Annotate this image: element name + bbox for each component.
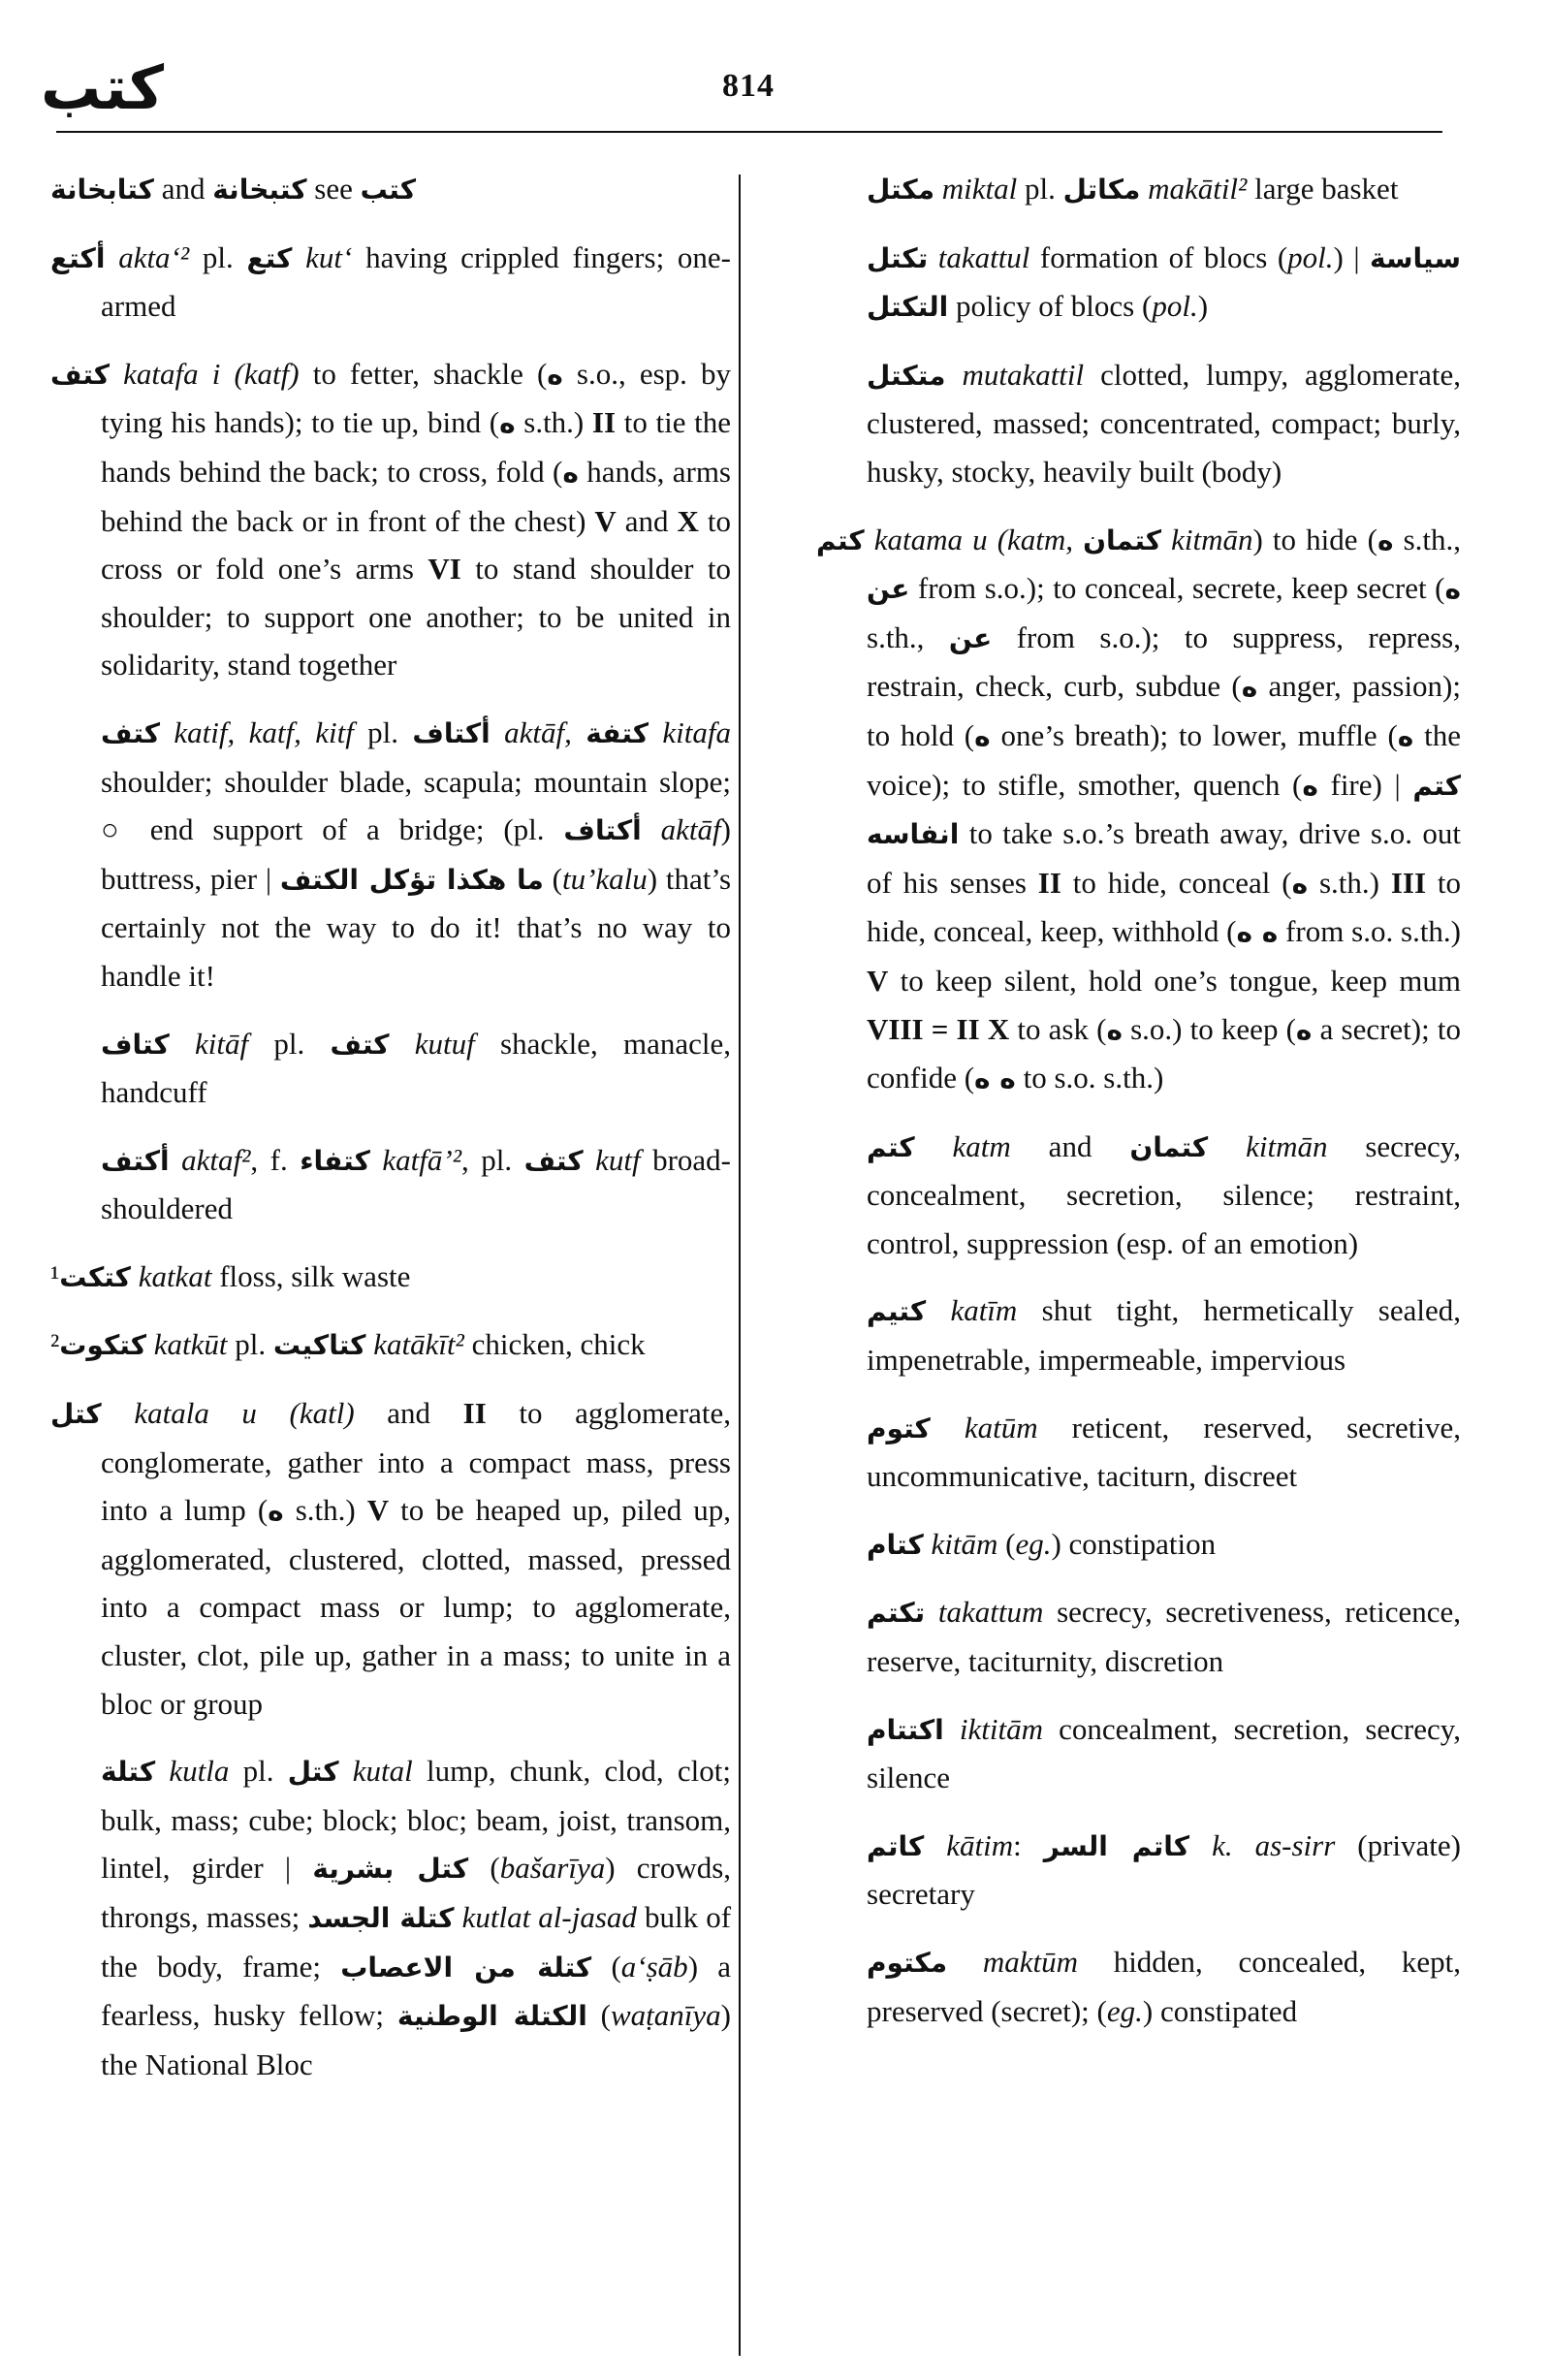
verb-form-numeral: III bbox=[1390, 865, 1427, 900]
definition-text bbox=[491, 715, 504, 749]
definition-text bbox=[455, 1900, 462, 1934]
definition-text bbox=[105, 240, 118, 274]
transliteration: kātim bbox=[946, 1827, 1014, 1862]
definition-text: s.th., bbox=[1393, 522, 1461, 556]
definition-text bbox=[947, 1945, 983, 1979]
arabic-term: كاتم bbox=[867, 1829, 925, 1862]
arabic-term: ه bbox=[1377, 524, 1394, 556]
definition-text: (private) secretary bbox=[867, 1827, 1461, 1912]
dictionary-subentry bbox=[816, 1404, 1461, 1501]
transliteration: kitmān bbox=[1171, 522, 1253, 556]
definition-text: ) the National Bloc bbox=[101, 1998, 731, 2081]
definition-text: pl. bbox=[1017, 172, 1063, 206]
definition-text: s.th.) bbox=[515, 405, 592, 440]
definition-text: formation of blocs ( bbox=[1029, 239, 1288, 274]
root-word-heading: كتب bbox=[41, 52, 164, 123]
transliteration: tu’kalu bbox=[561, 861, 648, 896]
dictionary-entry bbox=[50, 1253, 731, 1302]
arabic-term: كتكت bbox=[59, 1260, 131, 1293]
definition-text: s.th.) bbox=[283, 1493, 367, 1528]
arabic-term: كتم bbox=[867, 1130, 915, 1163]
transliteration: katm bbox=[952, 1128, 1011, 1163]
definition-text: fire) | bbox=[1317, 767, 1413, 802]
definition-text bbox=[1073, 523, 1083, 556]
definition-text bbox=[102, 1396, 135, 1430]
arabic-term: ه bbox=[1241, 671, 1258, 704]
definition-text: concealment, secretion, secrecy, silence bbox=[867, 1711, 1462, 1795]
definition-text bbox=[584, 1143, 595, 1177]
right-column bbox=[816, 165, 1461, 2054]
definition-text: reticent, reserved, secretive, uncommunicative, taciturn, discreet bbox=[867, 1410, 1462, 1494]
transliteration: katama u (katm, bbox=[873, 522, 1074, 556]
verb-form-numeral: V bbox=[594, 503, 617, 538]
transliteration: katkūt bbox=[153, 1327, 228, 1362]
transliteration: kitāf bbox=[195, 1026, 249, 1061]
definition-text: ) buttress, pier | bbox=[101, 812, 731, 896]
arabic-term: كتام bbox=[867, 1528, 924, 1561]
definition-text: , f. bbox=[250, 1142, 301, 1177]
arabic-term: ه bbox=[1302, 769, 1318, 802]
definition-text: pl. bbox=[227, 1327, 273, 1362]
transliteration: maktūm bbox=[982, 1945, 1078, 1979]
arabic-term: كتوم bbox=[867, 1412, 931, 1444]
definition-text: to cross or fold one’s arms bbox=[101, 503, 731, 587]
dictionary-subentry bbox=[816, 1123, 1461, 1268]
verb-form-numeral: II bbox=[462, 1396, 487, 1431]
arabic-term: ه bbox=[974, 719, 991, 752]
transliteration: katīm bbox=[950, 1293, 1018, 1328]
transliteration: takattum bbox=[937, 1595, 1044, 1630]
transliteration: katif, katf, kitf bbox=[174, 714, 354, 749]
definition-text: pl. bbox=[229, 1754, 288, 1789]
definition-text: ( bbox=[543, 861, 562, 896]
transliteration: katūm bbox=[964, 1410, 1038, 1444]
dictionary-entry bbox=[50, 165, 731, 214]
definition-text: anger, passion); to hold ( bbox=[867, 669, 1461, 752]
definition-text: ) constipated bbox=[1142, 1993, 1298, 2028]
verb-form-numeral: VI bbox=[427, 552, 461, 587]
arabic-term: كتل bbox=[287, 1756, 339, 1789]
definition-text: bulk of the body, frame; bbox=[101, 1900, 732, 1983]
transliteration: katākīt² bbox=[373, 1327, 464, 1362]
definition-text bbox=[110, 357, 123, 391]
definition-text: to hide, conceal ( bbox=[1060, 865, 1292, 900]
definition-text: ² bbox=[50, 1327, 60, 1362]
arabic-term: كتل bbox=[50, 1398, 102, 1431]
definition-text bbox=[292, 240, 305, 274]
definition-text: to fetter, shackle ( bbox=[299, 356, 548, 391]
arabic-term: ه bbox=[562, 456, 579, 489]
arabic-term: كتف bbox=[50, 358, 111, 391]
arabic-term: ه bbox=[1444, 573, 1461, 606]
dictionary-entry bbox=[50, 234, 731, 331]
dictionary-subentry bbox=[816, 1705, 1461, 1802]
arabic-term: ه ه bbox=[974, 1063, 1016, 1095]
arabic-term: تكتم bbox=[867, 1597, 926, 1630]
arabic-term: ه bbox=[1291, 867, 1309, 900]
transliteration: makātil² bbox=[1148, 172, 1248, 206]
definition-text: from s.o. s.th.) bbox=[1278, 914, 1462, 949]
definition-text: from s.o.); to suppress, repress, restrain, check, curb, subdue ( bbox=[867, 619, 1461, 704]
transliteration: aktāf bbox=[660, 812, 721, 847]
definition-text: and bbox=[1010, 1128, 1130, 1163]
arabic-term: ما هكذا تؤكل الكتف bbox=[279, 863, 544, 896]
definition-text: ¹ bbox=[50, 1258, 60, 1293]
transliteration: kutla bbox=[169, 1754, 230, 1789]
arabic-term: كتمان bbox=[1129, 1130, 1209, 1163]
definition-text bbox=[370, 1143, 382, 1177]
arabic-term: أكتاف bbox=[563, 814, 642, 847]
header-rule bbox=[56, 131, 1442, 133]
definition-text: to stand shoulder to shoulder; to support one another; to be united in solidarity, stand together bbox=[101, 552, 732, 682]
arabic-term: كتف bbox=[101, 716, 161, 749]
arabic-term: كتكوت bbox=[59, 1329, 146, 1362]
definition-text: to keep silent, hold one’s tongue, keep mum bbox=[888, 963, 1461, 998]
arabic-term: عن bbox=[867, 573, 910, 606]
transliteration: katkat bbox=[138, 1258, 212, 1293]
arabic-term: كتفاء bbox=[300, 1144, 370, 1177]
arabic-term: كتمان bbox=[1083, 524, 1162, 556]
definition-text: to be heaped up, piled up, agglomerated, clustered, clotted, massed, pressed into a compact mass or lump; to agglomerate, cluster, clot, pile up, gather in a mass; to unite in a bloc or group bbox=[101, 1493, 731, 1721]
definition-text bbox=[170, 1143, 181, 1177]
transliteration: kutf bbox=[595, 1142, 641, 1177]
arabic-term: ه bbox=[1295, 1013, 1313, 1046]
dictionary-entry bbox=[816, 516, 1461, 1103]
definition-text: ) crowds, throngs, masses; bbox=[101, 1851, 732, 1934]
transliteration: pol. bbox=[1287, 239, 1334, 274]
transliteration: kut‘ bbox=[305, 239, 353, 274]
arabic-term: كتب bbox=[360, 174, 416, 206]
arabic-term: كتف bbox=[330, 1028, 390, 1061]
arabic-term: كتابخانة bbox=[50, 174, 154, 206]
definition-text: ) constipation bbox=[1051, 1526, 1217, 1561]
arabic-term: ه bbox=[547, 358, 563, 391]
dictionary-subentry bbox=[50, 1020, 731, 1117]
definition-text: a secret); to confide ( bbox=[867, 1011, 1461, 1095]
definition-text bbox=[934, 172, 942, 206]
dictionary-entry bbox=[50, 1389, 731, 1728]
transliteration: eg. bbox=[1015, 1526, 1052, 1561]
transliteration: pol. bbox=[1152, 289, 1198, 324]
definition-text bbox=[131, 1259, 139, 1293]
transliteration: katala u (katl) bbox=[134, 1396, 355, 1431]
transliteration: kitām bbox=[931, 1526, 998, 1561]
transliteration: iktitām bbox=[959, 1711, 1043, 1746]
arabic-term: أكتف bbox=[101, 1144, 170, 1177]
arabic-term: مكتل bbox=[867, 174, 935, 206]
transliteration: bašarīya bbox=[499, 1851, 606, 1886]
page-header bbox=[0, 0, 1551, 145]
dictionary-entry bbox=[50, 350, 731, 689]
definition-text bbox=[865, 523, 874, 556]
definition-text: s.th.) bbox=[1308, 865, 1391, 900]
definition-text bbox=[924, 1527, 932, 1561]
column-divider bbox=[739, 175, 741, 2356]
transliteration: akta‘² bbox=[118, 239, 190, 274]
dictionary-subentry bbox=[50, 1136, 731, 1233]
arabic-term: ه ه bbox=[1236, 916, 1279, 949]
definition-text bbox=[170, 1027, 195, 1061]
arabic-term: كتيم bbox=[867, 1295, 927, 1328]
definition-text: shoulder; shoulder blade, scapula; mountain slope; ○ end support of a bridge; (pl. bbox=[101, 764, 731, 847]
definition-text: ( bbox=[468, 1851, 500, 1886]
definition-text: shut tight, hermetically sealed, impenetrable, impermeable, impervious bbox=[867, 1293, 1461, 1378]
arabic-term: كتلة bbox=[101, 1756, 156, 1789]
arabic-term: كتبخانة bbox=[212, 174, 307, 206]
definition-text: see bbox=[306, 172, 361, 206]
arabic-term: سياسة التكتل bbox=[867, 241, 1462, 324]
transliteration: aktaf² bbox=[181, 1142, 251, 1177]
definition-text: to s.o. s.th.) bbox=[1015, 1061, 1164, 1095]
arabic-term: كتلة الجسد bbox=[307, 1902, 455, 1934]
definition-text: ( bbox=[591, 1949, 621, 1983]
definition-text: s.th., bbox=[867, 619, 949, 654]
arabic-term: مكتوم bbox=[867, 1947, 948, 1979]
definition-text: chicken, chick bbox=[463, 1327, 646, 1362]
definition-text: ) bbox=[1197, 289, 1209, 324]
transliteration: mutakattil bbox=[962, 357, 1085, 392]
transliteration: takattul bbox=[937, 239, 1030, 274]
definition-text: to take s.o.’s breath away, drive s.o. out of his senses bbox=[867, 816, 1461, 900]
transliteration: kutlat al-jasad bbox=[461, 1900, 637, 1934]
dictionary-subentry bbox=[816, 1520, 1461, 1570]
definition-text: s.o.) to keep ( bbox=[1122, 1011, 1296, 1046]
verb-form-numeral: X bbox=[677, 503, 699, 538]
transliteration: kutal bbox=[352, 1754, 413, 1789]
dictionary-subentry bbox=[816, 1938, 1461, 2035]
definition-text bbox=[642, 812, 661, 846]
dictionary-subentry bbox=[816, 234, 1461, 332]
definition-text bbox=[1140, 172, 1148, 206]
dictionary-entry bbox=[50, 1320, 731, 1370]
arabic-term: أكتاف bbox=[412, 716, 491, 749]
transliteration: eg. bbox=[1106, 1993, 1143, 2028]
arabic-term: اكتتام bbox=[867, 1713, 944, 1746]
definition-text: ) a fearless, husky fellow; bbox=[101, 1949, 732, 2033]
dictionary-subentry bbox=[50, 1747, 731, 2088]
arabic-term: أكتع bbox=[50, 241, 106, 274]
definition-text: lump, chunk, clod, clot; bulk, mass; cube; block; bloc; beam, joist, transom, lintel, girder | bbox=[101, 1754, 732, 1886]
page-number: 814 bbox=[722, 68, 775, 104]
transliteration: waṭanīya bbox=[611, 1998, 721, 2033]
verb-form-numeral: II bbox=[591, 405, 617, 440]
definition-text: floss, silk waste bbox=[211, 1258, 411, 1293]
definition-text bbox=[931, 1411, 965, 1444]
transliteration: kitafa bbox=[662, 714, 732, 749]
transliteration: a‘ṣāb bbox=[620, 1949, 688, 1983]
definition-text: ) | bbox=[1333, 239, 1371, 274]
transliteration: kitmān bbox=[1246, 1128, 1328, 1163]
arabic-term: ه bbox=[1397, 719, 1414, 752]
definition-text: pl. bbox=[353, 714, 413, 749]
arabic-term: الكتلة الوطنية bbox=[396, 2000, 587, 2033]
definition-text bbox=[915, 1129, 953, 1163]
definition-text bbox=[339, 1754, 353, 1788]
definition-text: s.o., esp. by tying his hands); to tie up, bind ( bbox=[101, 356, 732, 440]
definition-text: to agglomerate, conglomerate, gather into a compact mass, press into a lump ( bbox=[101, 1396, 732, 1528]
arabic-term: كتفة bbox=[586, 716, 649, 749]
definition-text: clotted, lumpy, agglomerate, clustered, massed; concentrated, compact; burly, husky, stocky, heavily built (body) bbox=[867, 357, 1461, 489]
definition-text: hands, arms behind the back or in front of the chest) bbox=[101, 454, 731, 538]
definition-text: large basket bbox=[1247, 172, 1399, 206]
definition-text: broad-shouldered bbox=[101, 1142, 732, 1226]
definition-text: pl. bbox=[248, 1026, 331, 1061]
dictionary-subentry bbox=[816, 1822, 1461, 1919]
arabic-term: كتم bbox=[816, 524, 865, 556]
arabic-term: كتم انفاسه bbox=[867, 769, 1461, 851]
transliteration: k. as-sirr bbox=[1212, 1827, 1336, 1862]
definition-text: : bbox=[1013, 1827, 1044, 1862]
transliteration: miktal bbox=[941, 172, 1018, 206]
arabic-term: كتل بشرية bbox=[312, 1853, 469, 1886]
dictionary-subentry bbox=[816, 1286, 1461, 1383]
arabic-term: متكتل bbox=[867, 359, 946, 392]
arabic-term: عن bbox=[948, 621, 993, 654]
left-column bbox=[50, 165, 731, 2108]
definition-text: hidden, concealed, kept, preserved (secret); ( bbox=[867, 1945, 1461, 2028]
transliteration: katfā’² bbox=[382, 1142, 461, 1177]
arabic-term: كتاف bbox=[101, 1028, 170, 1061]
transliteration: kutuf bbox=[414, 1026, 475, 1061]
definition-text: and bbox=[616, 503, 678, 538]
verb-form-numeral: V bbox=[366, 1493, 390, 1528]
arabic-term: ه bbox=[1106, 1013, 1123, 1046]
definition-text: pl. bbox=[189, 239, 247, 274]
definition-text bbox=[160, 715, 174, 749]
definition-text: secrecy, concealment, secretion, silence; restraint, control, suppression (esp. of an emotion) bbox=[867, 1128, 1461, 1260]
definition-text bbox=[146, 1327, 154, 1361]
definition-text bbox=[155, 1754, 169, 1788]
arabic-term: كتلة من الاعصاب bbox=[340, 1951, 592, 1983]
definition-text bbox=[1189, 1828, 1212, 1862]
definition-text bbox=[924, 1828, 946, 1862]
definition-text bbox=[944, 1712, 960, 1746]
arabic-term: ه bbox=[499, 407, 516, 440]
arabic-term: كتع bbox=[246, 241, 293, 274]
definition-text bbox=[945, 358, 962, 392]
verb-form-numeral: II bbox=[1037, 865, 1061, 900]
definition-text: having crippled fingers; one-armed bbox=[101, 239, 732, 324]
arabic-term: كتاكيت bbox=[272, 1329, 366, 1362]
definition-text bbox=[572, 715, 586, 749]
definition-text: secrecy, secretiveness, reticence, reserve, taciturnity, discretion bbox=[867, 1595, 1462, 1679]
definition-text: to hide, conceal, keep, withhold ( bbox=[867, 865, 1461, 949]
definition-text: ( bbox=[586, 1998, 611, 2033]
definition-text bbox=[926, 1293, 950, 1327]
definition-text: to tie the hands behind the back; to cross, fold ( bbox=[101, 405, 732, 489]
arabic-term: ه bbox=[268, 1495, 284, 1528]
definition-text bbox=[390, 1027, 415, 1061]
definition-text: ) that’s certainly not the way to do it! that’s no way to handle it! bbox=[101, 861, 732, 993]
verb-form-numeral: V bbox=[867, 963, 889, 998]
arabic-term: مكاتل bbox=[1062, 174, 1141, 206]
definition-text bbox=[925, 1595, 938, 1629]
definition-text: shackle, manacle, handcuff bbox=[101, 1026, 732, 1110]
arabic-term: كاتم السر bbox=[1043, 1829, 1190, 1862]
dictionary-subentry bbox=[816, 1588, 1461, 1685]
verb-form-numeral: VIII = II X bbox=[867, 1011, 1010, 1046]
definition-text: policy of blocs ( bbox=[948, 289, 1153, 324]
definition-text: to ask ( bbox=[1009, 1011, 1107, 1046]
definition-text: and bbox=[153, 172, 213, 206]
definition-text bbox=[928, 240, 937, 274]
dictionary-subentry bbox=[816, 165, 1461, 214]
definition-text: ) to hide ( bbox=[1252, 522, 1377, 556]
definition-text bbox=[649, 715, 662, 749]
definition-text bbox=[1208, 1129, 1246, 1163]
definition-text: the voice); to stifle, smother, quench ( bbox=[867, 717, 1461, 802]
definition-text bbox=[1161, 523, 1171, 556]
arabic-term: كتف bbox=[523, 1144, 584, 1177]
dictionary-subentry bbox=[816, 351, 1461, 496]
dictionary-subentry bbox=[50, 709, 731, 1000]
definition-text: and bbox=[354, 1396, 463, 1431]
definition-text: , pl. bbox=[461, 1142, 524, 1177]
definition-text: ( bbox=[997, 1526, 1016, 1561]
transliteration: katafa i (katf) bbox=[123, 356, 300, 391]
definition-text: from s.o.); to conceal, secrete, keep secret ( bbox=[909, 571, 1445, 606]
transliteration: aktāf, bbox=[504, 714, 572, 749]
arabic-term: تكتل bbox=[867, 241, 929, 274]
definition-text: one’s breath); to lower, muffle ( bbox=[990, 717, 1398, 752]
